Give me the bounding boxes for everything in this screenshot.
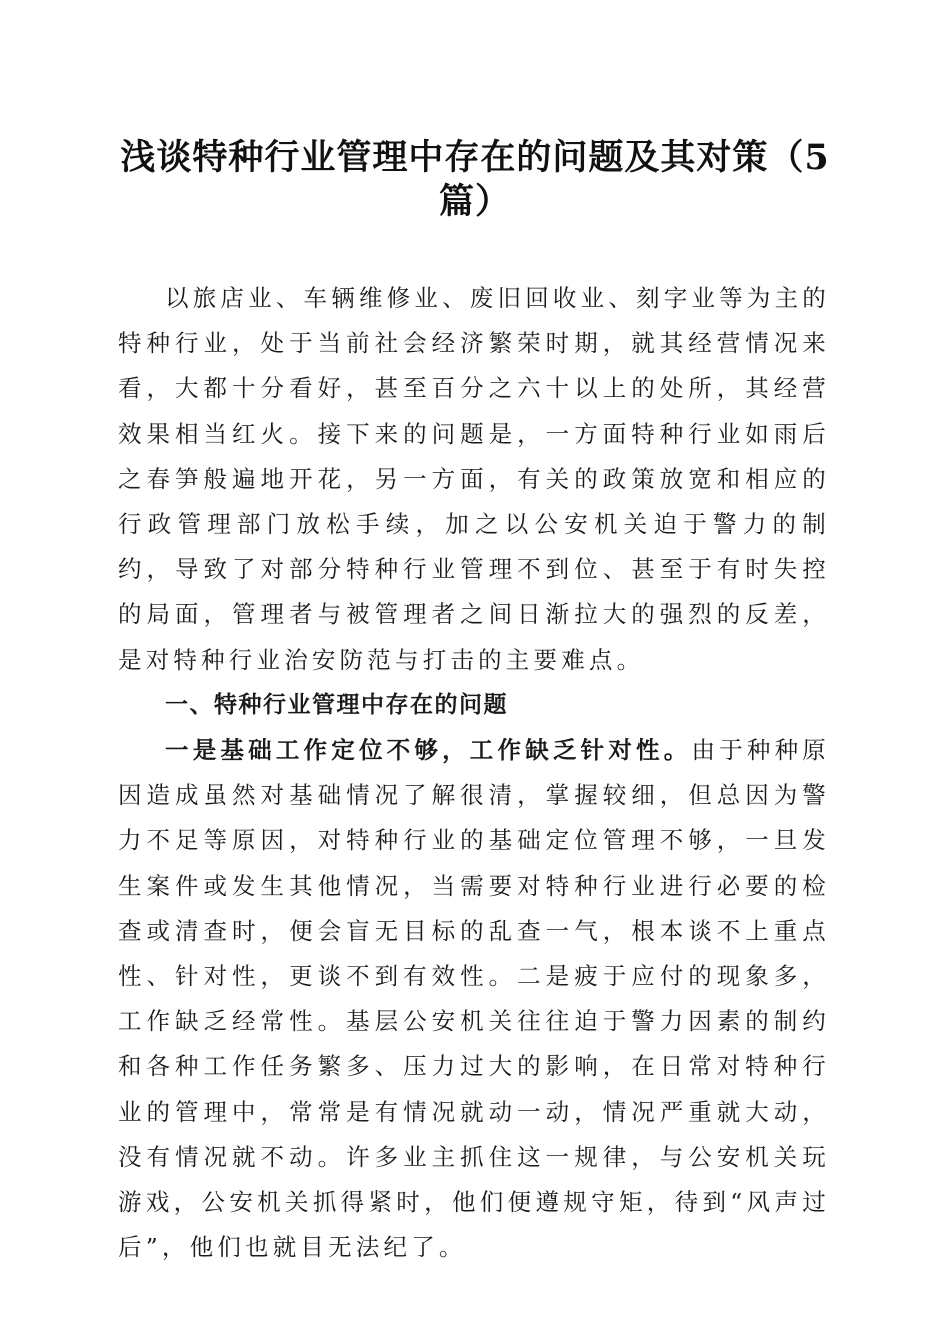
document-body <box>118 276 830 1270</box>
point-one-body: 由于种种原因造成虽然对基础情况了解很清，掌握较细，但总因为警力不足等原因，对特种行业的基础定位管理不够，一旦发生案件或发生其他情况，当需要对特种行业进行必要的检查或清查时，便会盲无目标的乱查一气，根本谈不上重点性、针对性，更谈不到有效性。二是疲于应付的现象多，工作缺乏经常性。基层公安机关往往迫于警力因素的制约和各种工作任务繁多、压力过大的影响，在日常对特种行业的管理中，常常是有情况就动一动，情况严重就大动，没有情况就不动。许多业主抓住这一规律，与公安机关玩游戏，公安机关抓得紧时，他们便遵规守矩，待到“风声过后”，他们也就目无法纪了。 <box>118 736 831 1262</box>
intro-paragraph: 以旅店业、车辆维修业、废旧回收业、刻字业等为主的特种行业，处于当前社会经济繁荣时期，就其经营情况来看，大都十分看好，甚至百分之六十以上的处所，其经营效果相当红火。接下来的问题是，一方面特种行业如雨后之春笋般遍地开花，另一方面，有关的政策放宽和相应的行政管理部门放松手续，加之以公安机关迫于警力的制约，导致了对部分特种行业管理不到位、甚至于有时失控的局面，管理者与被管理者之间日渐拉大的强烈的反差，是对特种行业治安防范与打击的主要难点。 <box>118 284 830 674</box>
point-one-paragraph <box>118 728 830 1270</box>
section-heading: 一、特种行业管理中存在的问题 <box>165 691 508 718</box>
point-one-lead: 一是基础工作定位不够，工作缺乏针对性。 <box>165 736 692 765</box>
document-title: 浅谈特种行业管理中存在的问题及其对策（5篇） <box>120 137 830 222</box>
